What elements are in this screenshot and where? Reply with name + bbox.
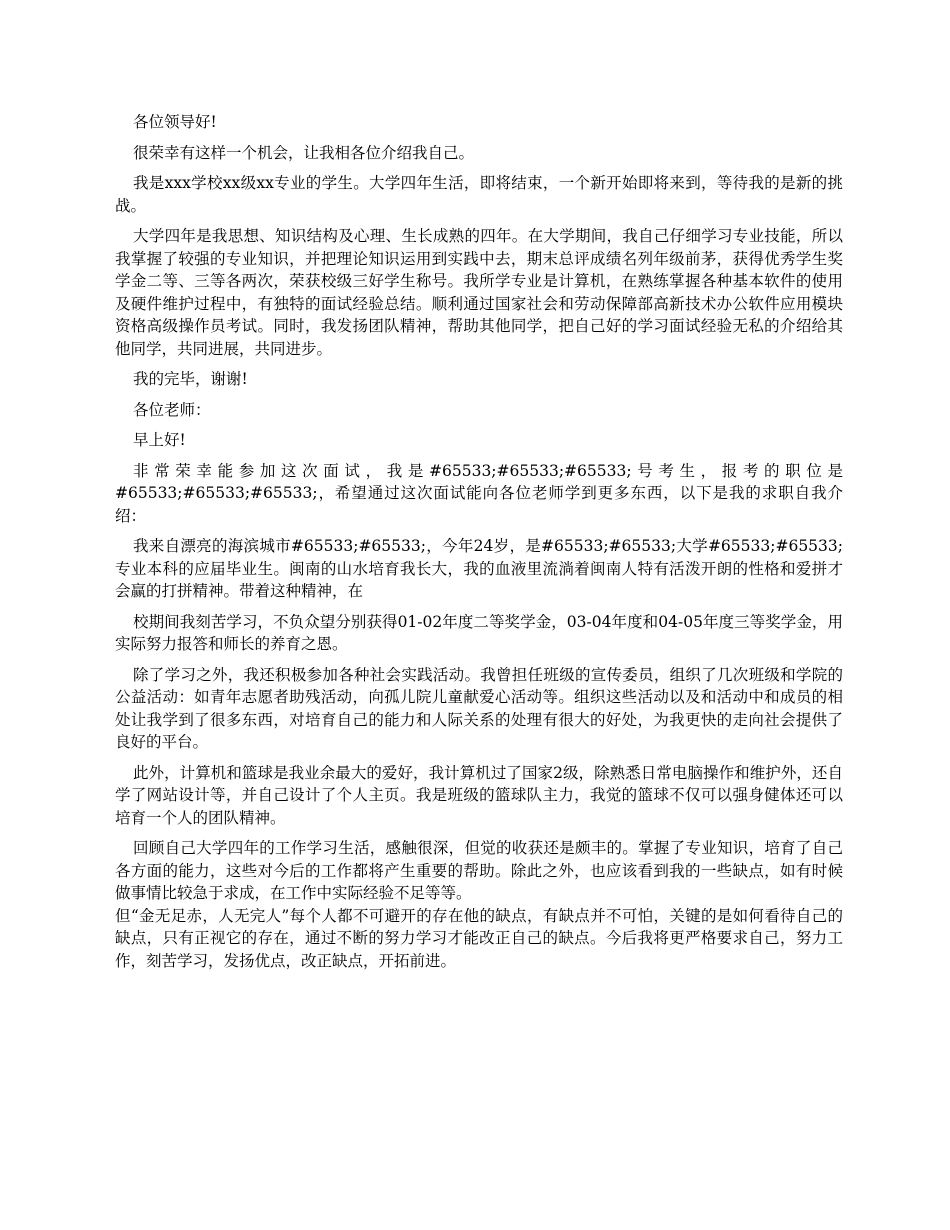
greeting-teachers: 各位老师： xyxy=(133,400,211,419)
hobbies-paragraph: 此外，计算机和篮球是我业余最大的爱好，我计算机过了国家2级，除熟悉日常电脑操作和维护外，还自学了网站设计等，并自己设计了个人主页。我是班级的篮球队主力，我觉的篮球不仅可以强身健体还可以培育一个人的团队精神。 xyxy=(115,763,843,827)
document-page xyxy=(115,111,843,980)
greeting-leaders: 各位领导好! xyxy=(133,113,217,131)
hometown-paragraph: 我来自漂亮的海滨城市#65533;#65533;，今年24岁，是#65533;#65533;大学#65533;#65533;专业本科的应届毕业生。闽南的山水培育我长大，我的血液里流淌着闽南人特有活泼开朗的性格和爱拼才会赢的打拼精神。带着这种精神，在 xyxy=(115,537,843,600)
university-paragraph: 大学四年是我思想、知识结构及心理、生长成熟的四年。在大学期间，我自己仔细学习专业技能，所以我掌握了较强的专业知识，并把理论知识运用到实践中去，期末总评成绩名列年级前茅，获得优秀学生奖学金二等、三等各两次，荣获校级三好学生称号。我所学专业是计算机，在熟练掌握各种基本软件的使用及硬件维护过程中，有独特的面试经验总结。顺利通过国家社会和劳动保障部高新技术办公软件应用模块资格高级操作员考试。同时，我发扬团队精神，帮助其他同学，把自己好的学习面试经验无私的介绍给其他同学，共同进展，共同进步。 xyxy=(115,227,843,358)
reflection-closing-text: 但“金无足赤，人无完人”每个人都不可避开的存在他的缺点，有缺点并不可怕，关键的是如何看待自己的缺点，只有正视它的存在，通过不断的努力学习才能改正自己的缺点。今后我将更严格要求自己，努力工作，刻苦学习，发扬优点，改正缺点，开拓前进。 xyxy=(115,906,843,970)
intro-paragraph: 我是xxx学校xx级xx专业的学生。大学四年生活，即将结束，一个新开始即将来到，等待我的是新的挑战。 xyxy=(115,174,843,215)
scholarship-paragraph: 校期间我刻苦学习，不负众望分别获得01-02年度二等奖学金，03-04年度和04-05年度三等奖学金，用实际努力报答和师长的养育之恩。 xyxy=(115,612,843,653)
activities-paragraph: 除了学习之外，我还积极参加各种社会实践活动。我曾担任班级的宣传委员，组织了几次班级和学院的公益活动：如青年志愿者助残活动，向孤儿院儿童献爱心活动等。组织这些活动以及和活动中和成员的相处让我学到了很多东西，对培育自己的能力和人际关系的处理有很大的好处，为我更快的走向社会提供了良好的平台。 xyxy=(115,665,843,751)
good-morning: 早上好! xyxy=(133,431,186,449)
reflection-paragraph xyxy=(115,837,843,972)
closing-thanks: 我的完毕，谢谢! xyxy=(133,370,248,388)
opening-line: 很荣幸有这样一个机会，让我相各位介绍我自己。 xyxy=(133,143,475,162)
reflection-text: 回顾自己大学四年的工作学习生活，感触很深，但觉的收获还是颇丰的。掌握了专业知识，培育了自己各方面的能力，这些对今后的工作都将产生重要的帮助。除此之外，也应该看到我的一些缺点，如有时候做事情比较急于求成，在工作中实际经验不足等等。 xyxy=(115,839,843,902)
interview-intro-paragraph: 非常荣幸能参加这次面试，我是#65533;#65533;#65533;号考生，报考的职位是#65533;#65533;#65533;，希望通过这次面试能向各位老师学到更多东西，以下是我的求职自我介绍： xyxy=(115,461,843,525)
